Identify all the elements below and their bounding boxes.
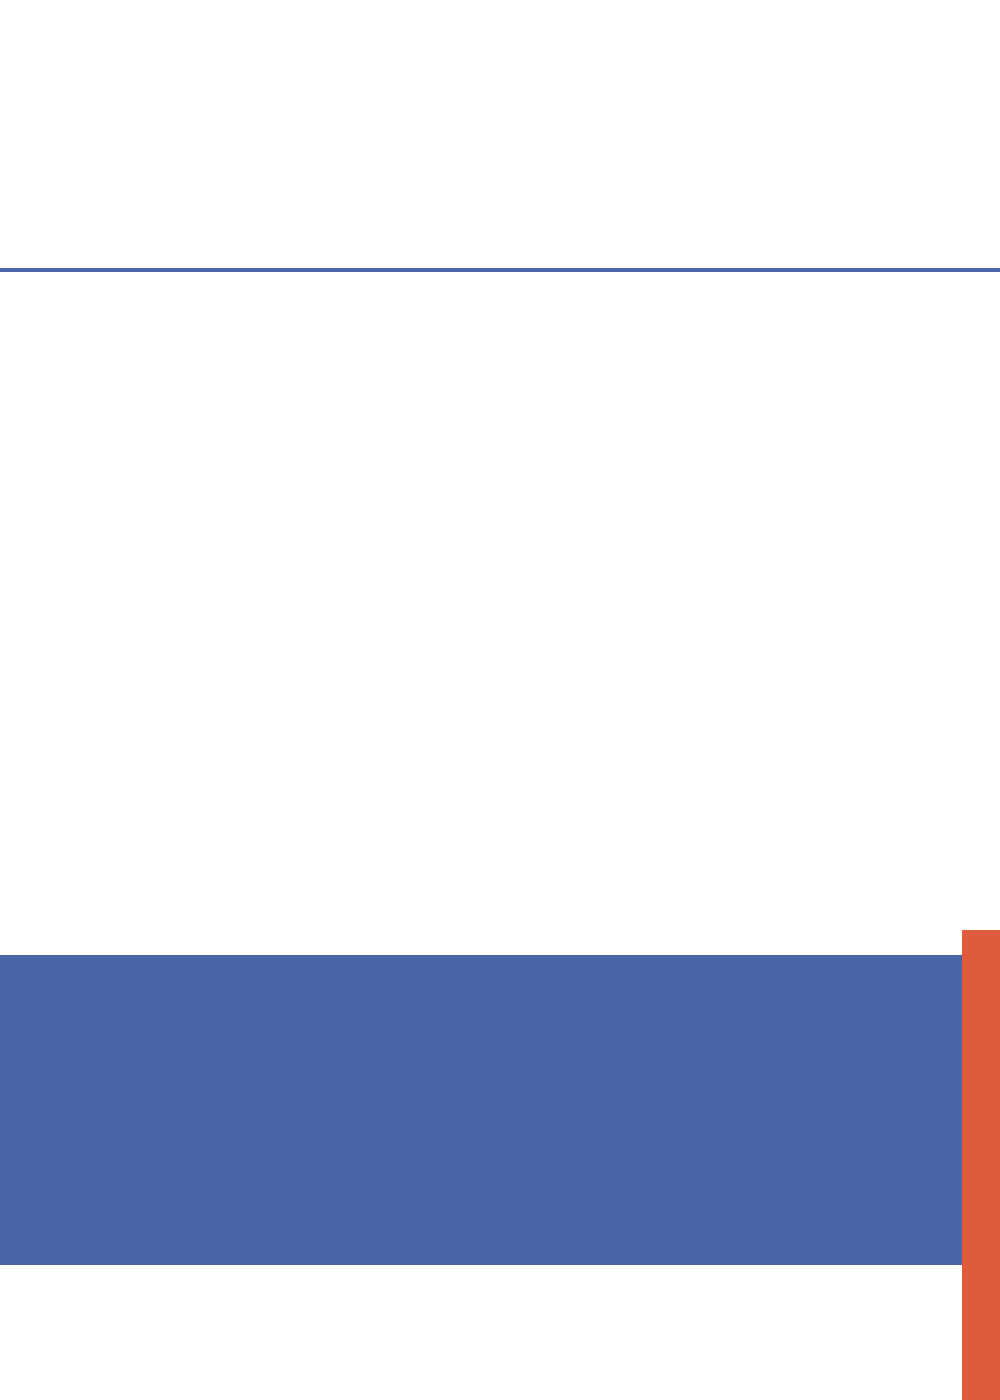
band-wave-decoration [0,955,962,1265]
series-band [0,955,962,1265]
top-wave-decoration [0,0,1000,275]
header-divider [0,268,1000,272]
orange-edge-strip [962,930,1000,1400]
